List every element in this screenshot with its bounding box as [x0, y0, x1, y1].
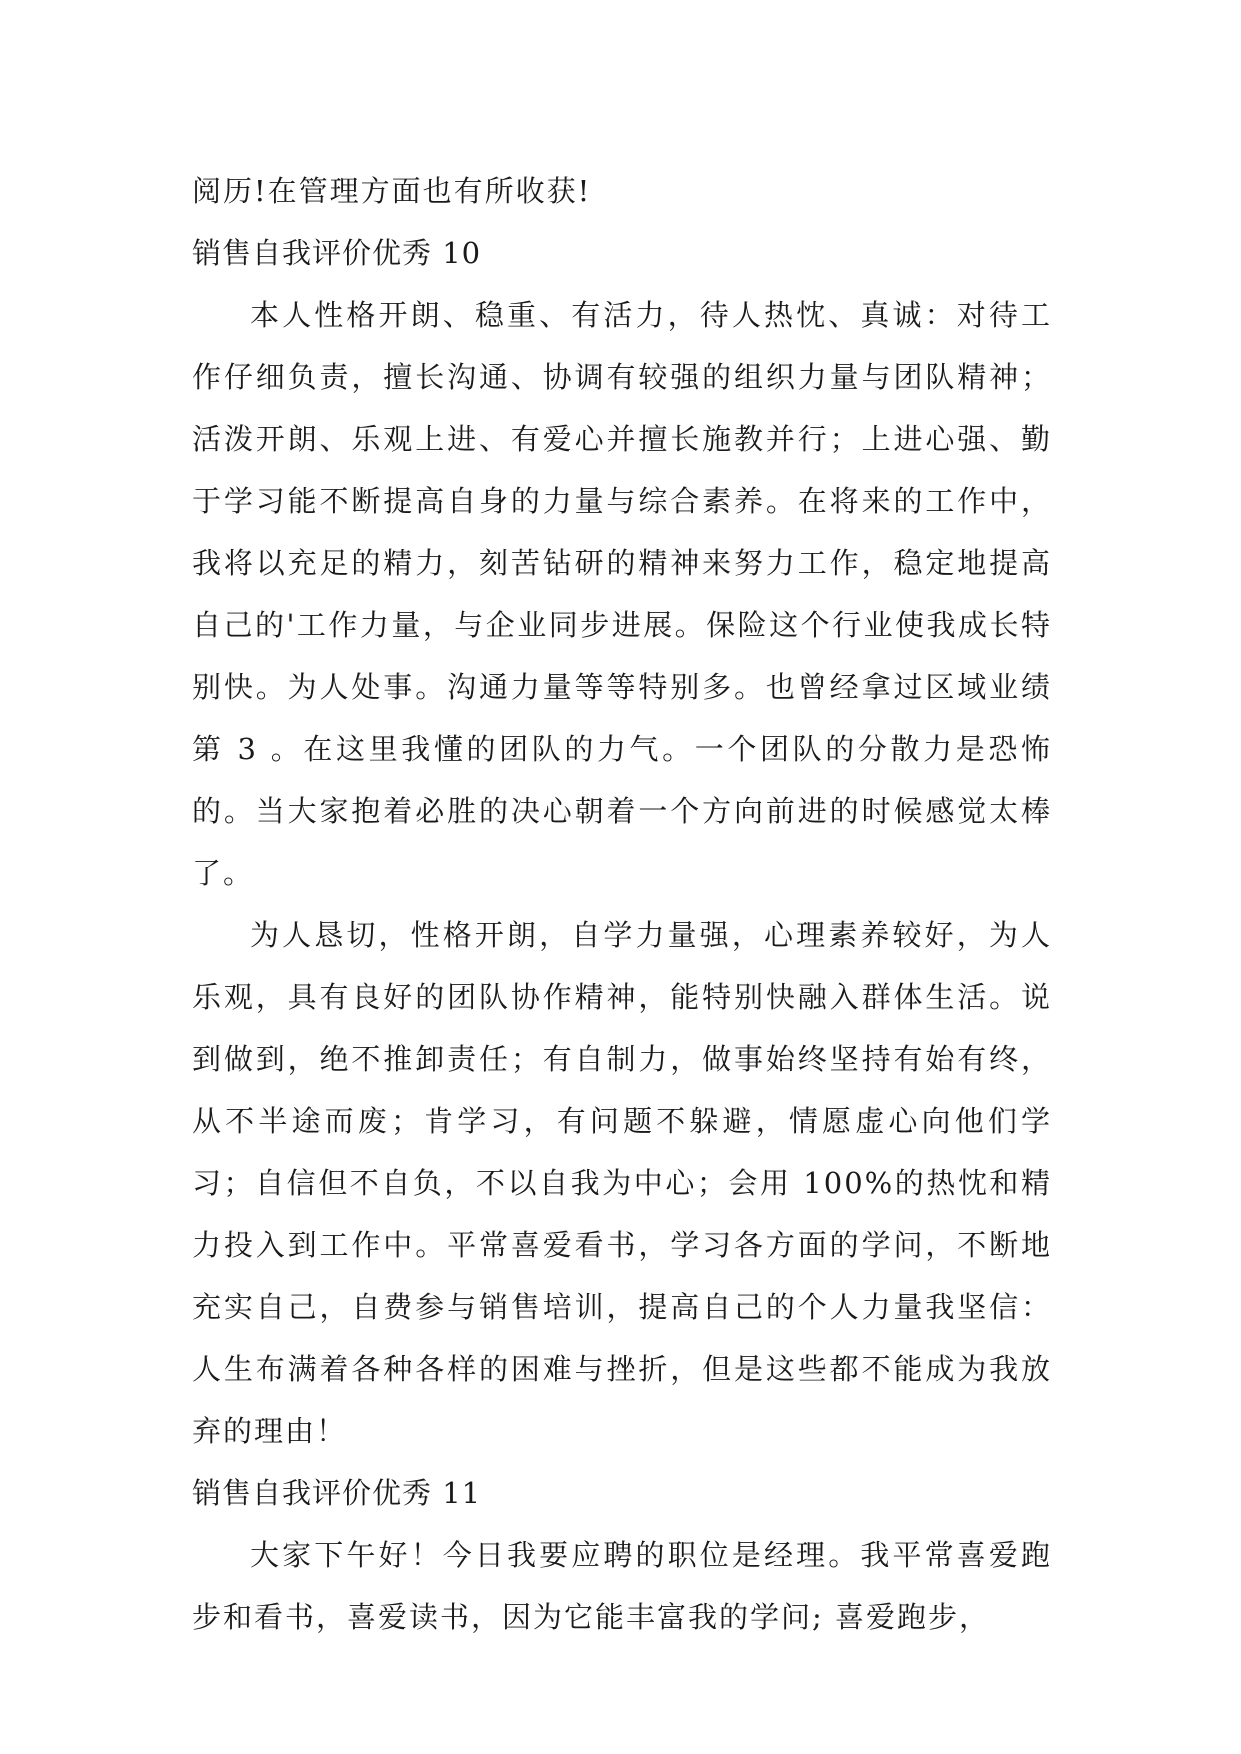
- continuation-text: 阅历!在管理方面也有所收获!: [192, 174, 592, 208]
- document-page: [192, 160, 1052, 1648]
- section-11-body: [192, 1524, 1052, 1648]
- section-10-paragraph-2: 为人恳切，性格开朗，自学力量强，心理素养较好，为人乐观，具有良好的团队协作精神，能特别快融入群体生活。说到做到，绝不推卸责任；有自制力，做事始终坚持有始有终，从不半途而废；肯学习，有问题不躲避，情愿虚心向他们学习；自信但不自负，不以自我为中心；会用 100%的热忱和精力投入到工作中。平常喜爱看书，学习各方面的学问，不断地充实自己，自费参与销售培训，提高自己的个人力量我坚信：人生布满着各种各样的困难与挫折，但是这些都不能成为我放弃的理由！: [192, 918, 1052, 1448]
- section-heading-10: 销售自我评价优秀 10: [192, 236, 482, 270]
- section-11-paragraph-1: 大家下午好！今日我要应聘的职位是经理。我平常喜爱跑步和看书，喜爱读书，因为它能丰富我的学问; 喜爱跑步，: [192, 1538, 1052, 1634]
- section-heading-11: 销售自我评价优秀 11: [192, 1476, 482, 1510]
- section-10-paragraph-1: 本人性格开朗、稳重、有活力，待人热忱、真诚：对待工作仔细负责，擅长沟通、协调有较强的组织力量与团队精神；活泼开朗、乐观上进、有爱心并擅长施教并行；上进心强、勤于学习能不断提高自身的力量与综合素养。在将来的工作中，我将以充足的精力，刻苦钻研的精神来努力工作，稳定地提高自己的'工作力量，与企业同步进展。保险这个行业使我成长特别快。为人处事。沟通力量等等特别多。也曾经拿过区域业绩第 3 。在这里我懂的团队的力气。一个团队的分散力是恐怖的。当大家抱着必胜的决心朝着一个方向前进的时候感觉太棒了。: [192, 298, 1052, 890]
- section-10-body: [192, 284, 1052, 1462]
